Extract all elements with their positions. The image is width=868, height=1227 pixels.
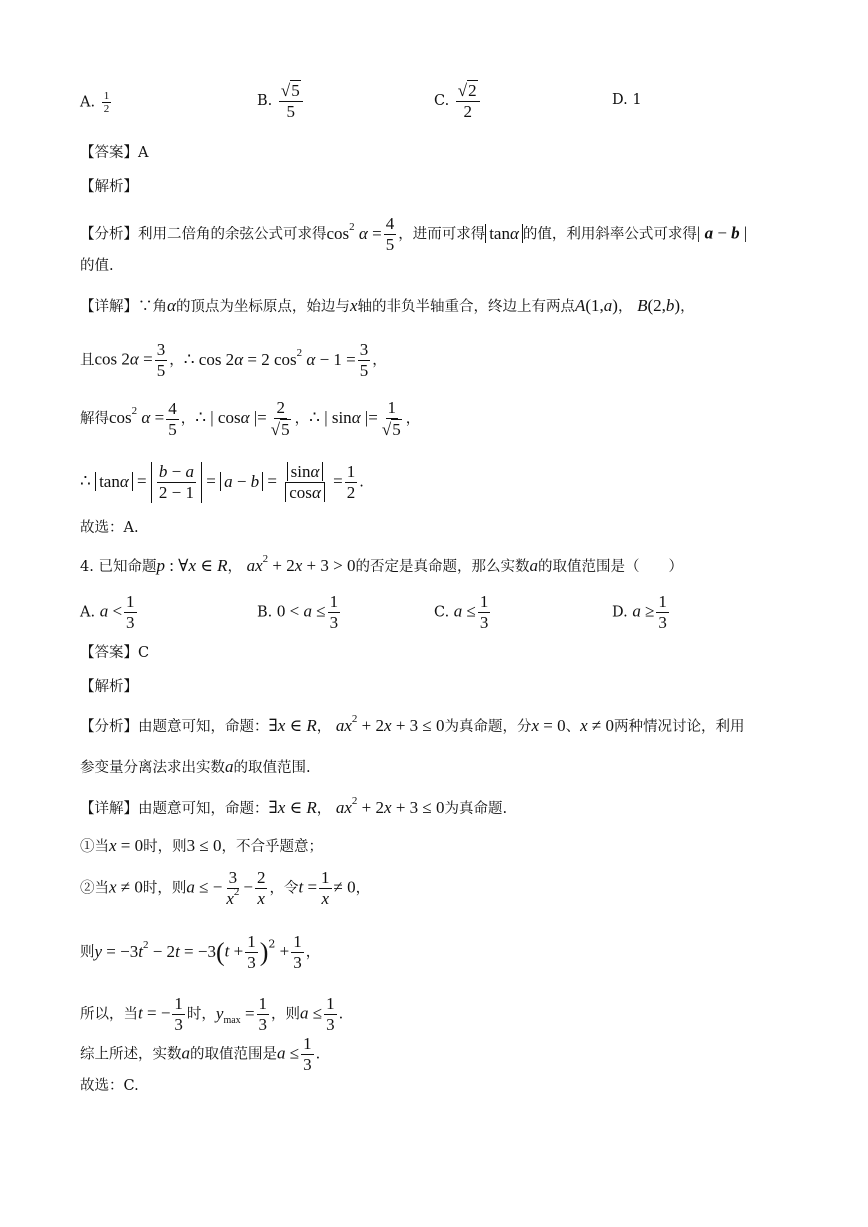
q3-detail-line1: 【详解】∵角α的顶点为坐标原点，始边与x轴的非负半轴重合，终边上有两点A(1,a)， B(2,b)， — [80, 296, 695, 315]
q3-answer: 【答案】A — [80, 145, 149, 161]
q4-option-d: D. a ≥ $\frac{1}{3}$ — [612, 592, 667, 632]
q3-choose: 故选：A. — [80, 520, 139, 536]
q3-detail-line4: ∴ tanα = $\frac{b - a}{2 - 1}$ = a − b = $\frac{\sin\alpha}{\cos\alpha}$ = $\frac{1}{2}$ . — [80, 462, 364, 502]
q3-option-a: A. $\frac{1}{2}$ — [80, 90, 110, 115]
q3-option-b: B. √ 5 5 — [257, 80, 305, 122]
q4-option-c: C. a ≤ $\frac{1}{3}$ — [434, 592, 489, 632]
q4-detail-line1: 【详解】由题意可知，命题：∃x ∈ R， $ax^2 + 2x + 3 \le 0$为真命题. — [80, 795, 508, 817]
q3-fenxi-line2: 的值. — [80, 258, 114, 274]
q4-stem: 4. 已知命题p : ∀x ∈ R， $ax^2 + 2x + 3 > 0$的否定是真命题，那么实数a的取值范围是（ ） — [80, 553, 683, 575]
q4-fenxi-line1: 【分析】由题意可知，命题：∃x ∈ R， $ax^2 + 2x + 3 \le 0$为真命题，分x = 0、x ≠ 0两种情况讨论，利用 — [80, 713, 745, 735]
q4-fenxi-line2: 参变量分离法求出实数a的取值范围. — [80, 757, 311, 776]
q3-option-d: D. 1 — [612, 92, 642, 108]
q3-analysis-label: 【解析】 — [80, 179, 138, 195]
q3-detail-line2: 且cos 2α = $\frac{3}{5}$ ，∴ cos 2α = 2 $\cos^2 \alpha - 1$ = $\frac{3}{5}$ ， — [80, 340, 387, 380]
q4-so: 所以，当t = − $\frac{1}{3}$ 时，$y_{max}$ = $\frac{1}{3}$ ，则a ≤ $\frac{1}{3}$ . — [80, 994, 344, 1034]
q3-detail-line3: 解得$\cos^2 \alpha$ = $\frac{4}{5}$ ，∴ | cosα |= 2 √ 5 ，∴ | sinα |= 1 √ 5 ， — [80, 398, 421, 439]
q4-case1: ①当x = 0时，则3 ≤ 0，不合乎题意； — [80, 836, 323, 855]
q4-choose: 故选：C. — [80, 1078, 139, 1094]
q3-option-c: C. √ 2 2 — [434, 80, 482, 122]
q4-option-a: A. a < $\frac{1}{3}$ — [80, 592, 135, 632]
q3-fenxi-line1: 【分析】利用二倍角的余弦公式可求得$\cos^2 \alpha$ = $\frac{4}{5}$ ，进而可求得 tanα 的值，利用斜率公式可求得| a − b | — [80, 214, 748, 254]
q4-summary: 综上所述，实数a的取值范围是a ≤ $\frac{1}{3}$ . — [80, 1034, 321, 1074]
q4-answer: 【答案】C — [80, 645, 150, 661]
q4-then: 则$y = -3t^2 - 2t = -3(t$ + $\frac{1}{3}$ )$^2$ + $\frac{1}{3}$ ， — [80, 932, 321, 972]
q4-option-b: B. 0 < a ≤ $\frac{1}{3}$ — [257, 592, 339, 632]
q4-case2: ②当x ≠ 0时，则a ≤ − $\frac{3}{x^2}$ − $\frac{2}{x}$ ，令t = $\frac{1}{x}$ ≠ 0， — [80, 868, 371, 908]
q4-analysis-label: 【解析】 — [80, 679, 138, 695]
